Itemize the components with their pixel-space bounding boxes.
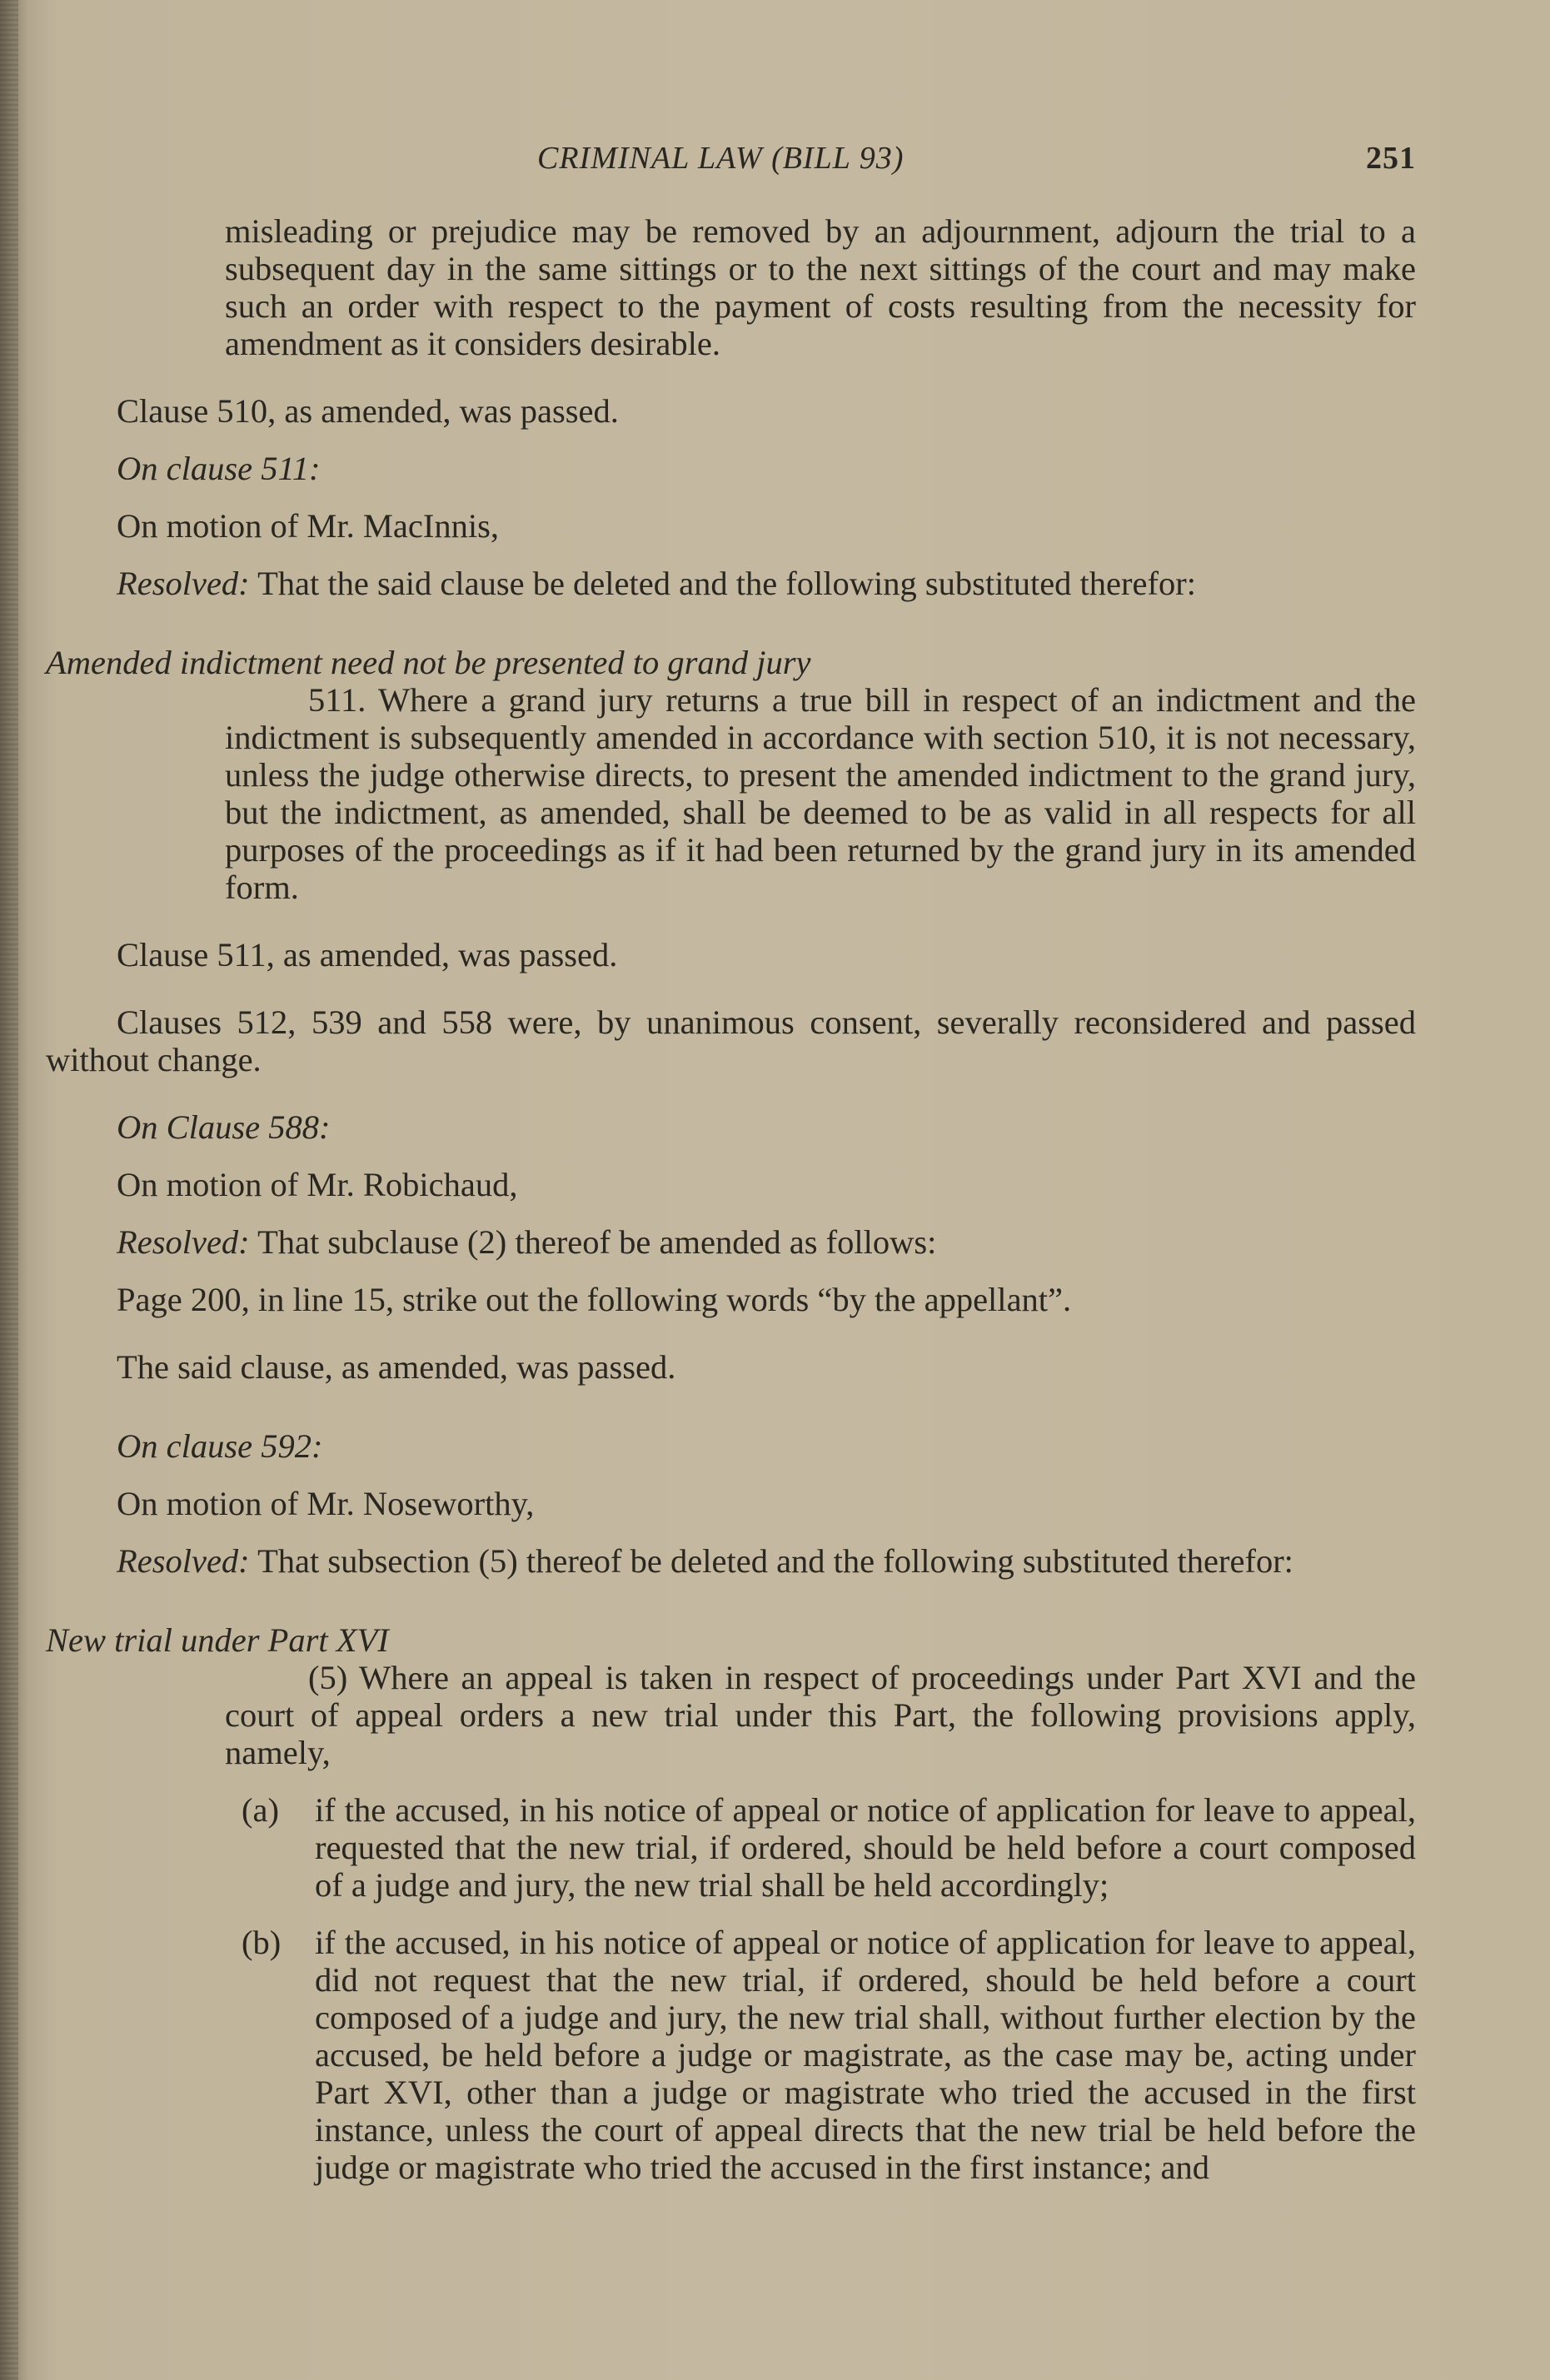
resolved-label: Resolved: [117,1542,250,1580]
list-item-b [117,1924,1416,2186]
motion-robichaud: On motion of Mr. Robichaud, [117,1166,518,1203]
item-text: if the accused, in his notice of appeal or notice of application for leave to appeal, requested that the new trial, if ordered, should be held before a court composed of a judge and jury, the new trial shall be held accordingly; [315,1791,1416,1904]
paragraph-continuation: misleading or prejudice may be removed by an adjournment, adjourn the trial to a subsequent day in the same sittings or to the next sittings of the court and may make such an order with respect to the payment of costs resulting from the necessity for amendment as it considers desirable. [225,212,1416,362]
paragraph-clause-510-passed: Clause 510, as amended, was passed. [117,392,619,430]
resolved-label: Resolved: [117,1223,250,1261]
item-text: if the accused, in his notice of appeal or notice of application for leave to appeal, did not request that the new trial, if ordered, should be held before a court composed of a judge and jury, the new trial shall, without further election by the accused, be held before a judge or magistrate, as the case may be, acting under Part XVI, other than a judge or magistrate who tried the accused in the first instance, unless the court of appeal directs that the new trial be held before the judge or magistrate who tried the accused in the first instance; and [315,1924,1416,2186]
heading-clause-588: On Clause 588: [117,1108,331,1146]
resolution-592 [46,1542,1416,1580]
heading-clause-592: On clause 592: [117,1427,323,1465]
resolved-text: That the said clause be deleted and the following substituted therefor: [249,565,1196,602]
sidehead-new-trial: New trial under Part XVI [46,1621,389,1659]
item-label: (a) [242,1791,279,1829]
motion-noseworthy: On motion of Mr. Noseworthy, [117,1485,535,1522]
section-511-text: 511. Where a grand jury returns a true bill in respect of an indictment and the indictment is subsequently amended in accordance with section 510, it is not necessary, unless the judge otherwise directs, to present the amended indictment to the grand jury, but the indictment, as amended, shall be deemed to be as valid in all respects for all purposes of the proceedings as if it had been returned by the grand jury in its amended form. [225,681,1416,906]
resolution-588 [117,1223,1416,1261]
resolved-label: Resolved: [117,565,250,602]
amendment-page-200: Page 200, in line 15, strike out the following words “by the appellant”. [117,1281,1072,1318]
list-item-a [117,1791,1416,1904]
resolved-text: That subclause (2) thereof be amended as follows: [249,1223,937,1261]
page-body [46,212,1416,2186]
resolution-511 [46,565,1416,602]
sidehead-amended-indictment: Amended indictment need not be presented to grand jury [46,644,811,681]
resolved-text: That subsection (5) thereof be deleted and the following substituted therefor: [249,1542,1293,1580]
subsection-5-text: (5) Where an appeal is taken in respect of proceedings under Part XVI and the court of appeal orders a new trial under this Part, the following provisions apply, namely, [225,1659,1416,1771]
motion-macinnis: On motion of Mr. MacInnis, [117,507,499,545]
running-title: CRIMINAL LAW (BILL 93) [537,141,905,176]
item-label: (b) [242,1924,282,1961]
paragraph-clause-588-passed: The said clause, as amended, was passed. [117,1348,676,1386]
paragraph-clauses-reconsidered: Clauses 512, 539 and 558 were, by unanimous consent, severally reconsidered and passed without change. [46,1003,1416,1078]
heading-clause-511: On clause 511: [117,450,321,487]
page-binding-edge [0,0,18,2380]
page-number: 251 [1366,141,1416,176]
paragraph-clause-511-passed: Clause 511, as amended, was passed. [117,936,618,973]
